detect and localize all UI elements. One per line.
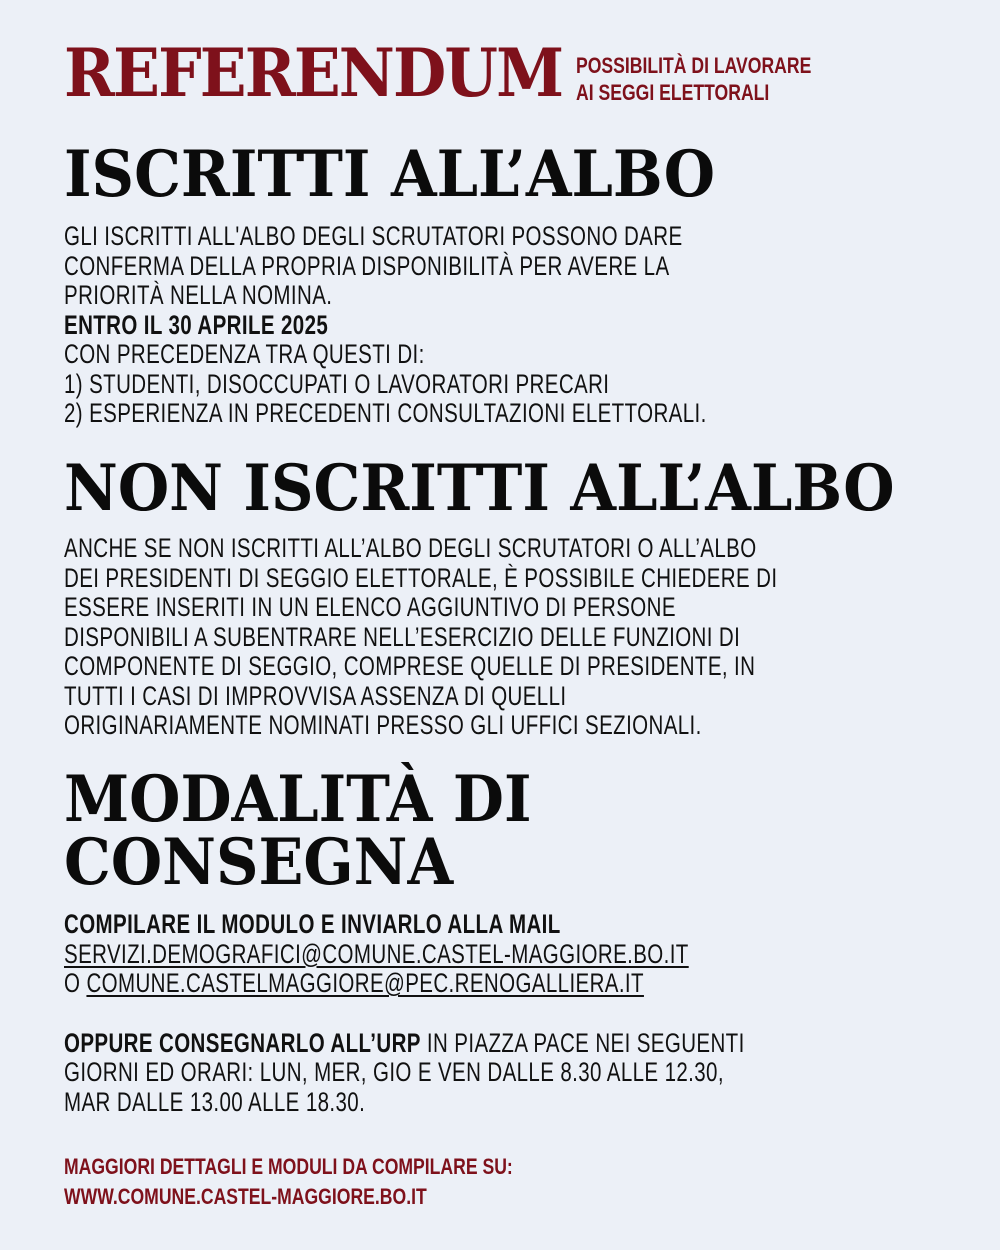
- precedence-item: 1) STUDENTI, DISOCCUPATI O LAVORATORI PRECARI: [64, 368, 610, 399]
- body-line: GLI ISCRITTI ALL'ALBO DEGLI SCRUTATORI POSSONO DARE: [64, 221, 683, 251]
- email-pec-link[interactable]: COMUNE.CASTELMAGGIORE@PEC.RENOGALLIERA.IT: [86, 968, 644, 998]
- hours-line: MAR DALLE 13.00 ALLE 18.30.: [64, 1086, 366, 1117]
- precedence-intro: CON PRECEDENZA TRA QUESTI DI:: [64, 339, 425, 369]
- body-line: PRIORITÀ NELLA NOMINA.: [64, 280, 333, 310]
- email-primary-link[interactable]: SERVIZI.DEMOGRAFICI@COMUNE.CASTEL-MAGGIORE.BO.IT: [64, 938, 689, 969]
- urp-bold: OPPURE CONSEGNARLO ALL’URP: [64, 1027, 421, 1058]
- body-line: TUTTI I CASI DI IMPROVVISA ASSENZA DI QUELLI: [64, 680, 567, 711]
- hours-line: GIORNI ED ORARI: LUN, MER, GIO E VEN DALLE 8.30 ALLE 12.30,: [64, 1057, 724, 1087]
- website-link[interactable]: WWW.COMUNE.CASTEL-MAGGIORE.BO.IT: [64, 1184, 427, 1209]
- footer-line: MAGGIORI DETTAGLI E MODULI DA COMPILARE SU:: [64, 1154, 513, 1179]
- body-line: DISPONIBILI A SUBENTRARE NELL’ESERCIZIO DELLE FUNZIONI DI: [64, 621, 741, 652]
- brand-title: REFERENDUM: [64, 34, 563, 112]
- section-title-consegna: [64, 762, 532, 900]
- or-word: O: [64, 968, 81, 998]
- urp-rest: IN PIAZZA PACE NEI SEGUENTI: [420, 1027, 745, 1058]
- subtitle-line: AI SEGGI ELETTORALI: [576, 80, 770, 105]
- header-subtitle: [576, 52, 811, 106]
- subtitle-line: POSSIBILITÀ DI LAVORARE: [576, 53, 812, 78]
- body-line: COMPONENTE DI SEGGIO, COMPRESE QUELLE DI PRESIDENTE, IN: [64, 651, 756, 681]
- title-line: CONSEGNA: [64, 825, 454, 900]
- mail-intro: COMPILARE IL MODULO E INVIARLO ALLA MAIL: [64, 909, 561, 939]
- precedence-item: 2) ESPERIENZA IN PRECEDENTI CONSULTAZIONI ELETTORALI.: [64, 398, 707, 428]
- section-body-iscritti: [64, 222, 707, 429]
- title-line: MODALITÀ DI: [64, 762, 532, 837]
- section-body-consegna: [64, 910, 745, 1117]
- section-title-non-iscritti: NON ISCRITTI ALL’ALBO: [64, 451, 895, 526]
- body-line: CONFERMA DELLA PROPRIA DISPONIBILITÀ PER AVERE LA: [64, 250, 670, 281]
- body-line: ANCHE SE NON ISCRITTI ALL’ALBO DEGLI SCRUTATORI O ALL’ALBO: [64, 533, 757, 563]
- body-line: ORIGINARIAMENTE NOMINATI PRESSO GLI UFFICI SEZIONALI.: [64, 710, 702, 740]
- body-line: ESSERE INSERITI IN UN ELENCO AGGIUNTIVO DI PERSONE: [64, 592, 676, 622]
- section-title-iscritti: ISCRITTI ALL’ALBO: [64, 137, 716, 212]
- body-line: DEI PRESIDENTI DI SEGGIO ELETTORALE, È POSSIBILE CHIEDERE DI: [64, 562, 778, 593]
- deadline-text: ENTRO IL 30 APRILE 2025: [64, 309, 329, 340]
- section-body-non-iscritti: [64, 534, 777, 741]
- footer: [64, 1152, 513, 1212]
